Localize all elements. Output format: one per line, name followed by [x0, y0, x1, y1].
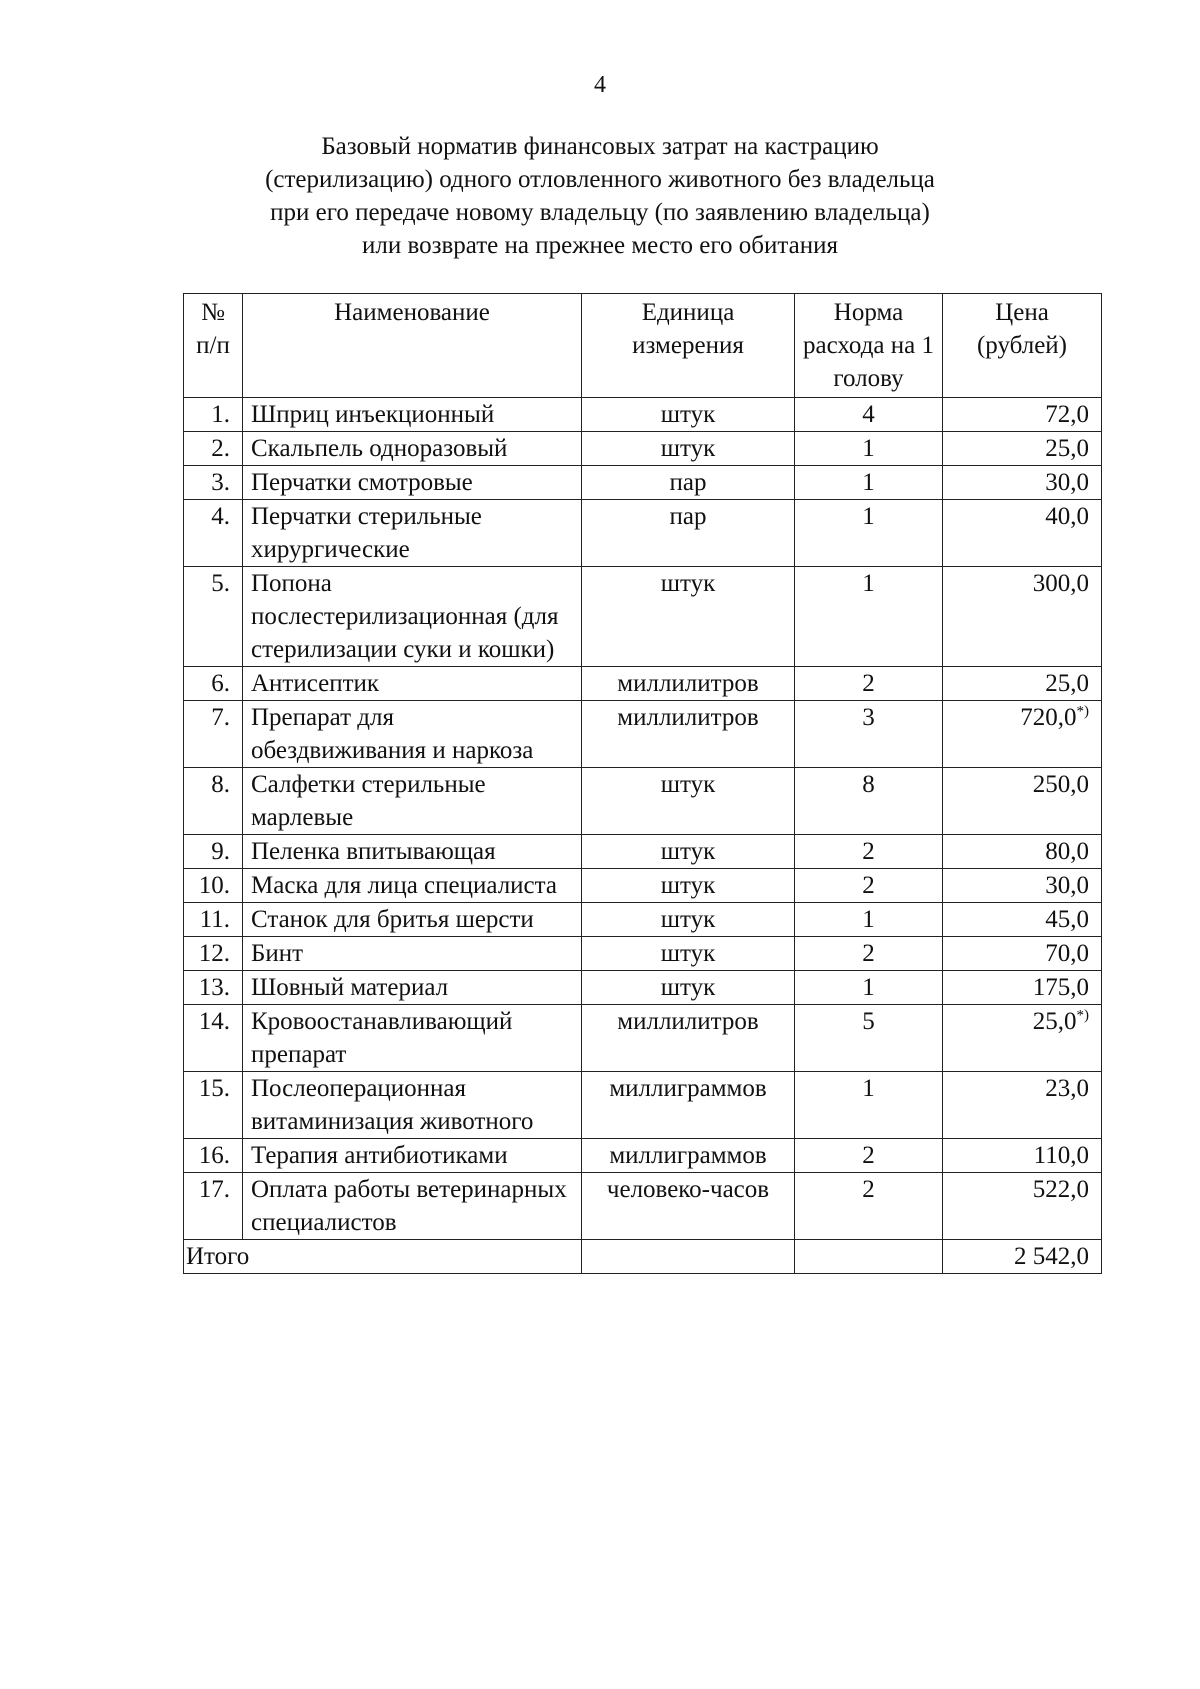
row-price-text: 25,0	[1045, 435, 1089, 462]
row-unit	[582, 903, 795, 937]
row-unit-text: штук	[660, 838, 716, 865]
row-price-text: 175,0	[1032, 974, 1089, 1001]
row-unit	[582, 971, 795, 1005]
row-name-text: Попона послестерилизационная (для стерилизации суки и кошки)	[251, 570, 559, 663]
row-unit-text: миллиграммов	[609, 1142, 767, 1169]
row-norm	[795, 432, 943, 466]
row-name-text: Шовный материал	[251, 974, 449, 1001]
row-name-text: Пеленка впитывающая	[251, 838, 496, 865]
row-norm-text: 2	[862, 1142, 875, 1169]
row-price	[943, 1173, 1102, 1240]
header-unit: Единица измерения	[582, 294, 795, 398]
row-unit	[582, 667, 795, 701]
row-num-text: 6.	[211, 670, 230, 697]
row-norm	[795, 903, 943, 937]
title-line: или возврате на прежнее место его обитания	[362, 232, 838, 259]
row-price-text: 522,0	[1032, 1176, 1089, 1203]
row-name	[243, 1173, 582, 1240]
footnote-mark: *)	[1076, 1007, 1089, 1024]
row-name	[243, 432, 582, 466]
table-row	[184, 398, 1102, 432]
title-line: (стерилизацию) одного отловленного животного без владельца	[265, 166, 935, 193]
row-name	[243, 1072, 582, 1139]
row-price-text: 70,0	[1045, 940, 1089, 967]
row-price	[943, 667, 1102, 701]
row-price-text: 250,0	[1032, 771, 1089, 798]
row-num-text: 16.	[198, 1142, 230, 1169]
row-num-text: 13.	[198, 974, 230, 1001]
row-num	[184, 567, 243, 667]
row-price	[943, 432, 1102, 466]
row-num-text: 4.	[211, 503, 230, 530]
row-unit-text: штук	[660, 570, 716, 597]
row-num	[184, 937, 243, 971]
row-norm	[795, 835, 943, 869]
total-unit-cell	[582, 1240, 795, 1274]
table-row	[184, 567, 1102, 667]
row-num	[184, 869, 243, 903]
table-row	[184, 768, 1102, 835]
row-norm-text: 1	[862, 503, 875, 530]
row-price-text: 110,0	[1033, 1142, 1089, 1169]
row-num-text: 5.	[211, 570, 230, 597]
row-name	[243, 398, 582, 432]
row-num	[184, 1139, 243, 1173]
table-row	[184, 971, 1102, 1005]
row-name-text: Перчатки стерильные хирургические	[251, 503, 482, 563]
row-norm-text: 1	[862, 906, 875, 933]
row-num	[184, 466, 243, 500]
header-num: № п/п	[184, 294, 243, 398]
table-row	[184, 432, 1102, 466]
row-unit-text: миллилитров	[617, 670, 759, 697]
row-norm-text: 1	[862, 1075, 875, 1102]
row-name-text: Бинт	[251, 940, 304, 967]
row-price	[943, 903, 1102, 937]
row-norm-text: 8	[862, 771, 875, 798]
row-norm-text: 2	[862, 670, 875, 697]
row-unit	[582, 500, 795, 567]
row-norm	[795, 466, 943, 500]
row-name-text: Терапия антибиотиками	[251, 1142, 508, 1169]
row-num	[184, 835, 243, 869]
row-num-text: 11.	[199, 906, 230, 933]
table-row	[184, 667, 1102, 701]
row-norm	[795, 768, 943, 835]
row-num-text: 15.	[198, 1075, 230, 1102]
row-num-text: 12.	[198, 940, 230, 967]
row-num-text: 3.	[211, 469, 230, 496]
row-price	[943, 1005, 1102, 1072]
row-unit-text: человеко-часов	[606, 1176, 770, 1203]
row-num-text: 17.	[198, 1176, 230, 1203]
row-price	[943, 466, 1102, 500]
row-name-text: Перчатки смотровые	[251, 469, 473, 496]
row-name-text: Препарат для обездвиживания и наркоза	[251, 704, 534, 764]
row-unit-text: миллилитров	[617, 1008, 759, 1035]
row-num-text: 8.	[211, 771, 230, 798]
row-name-text: Кровоостанавливающий препарат	[251, 1008, 513, 1068]
row-unit	[582, 398, 795, 432]
row-name	[243, 937, 582, 971]
row-norm-text: 2	[862, 872, 875, 899]
total-label: Итого	[184, 1240, 582, 1274]
row-name	[243, 466, 582, 500]
row-unit-text: штук	[660, 940, 716, 967]
row-norm	[795, 869, 943, 903]
table-row	[184, 1072, 1102, 1139]
total-row	[184, 1240, 1102, 1274]
table-row	[184, 903, 1102, 937]
header-price: Цена (рублей)	[943, 294, 1102, 398]
row-num	[184, 1005, 243, 1072]
row-num	[184, 903, 243, 937]
row-price-text: 72,0	[1045, 401, 1089, 428]
row-name-text: Маска для лица специалиста	[251, 872, 557, 899]
row-price	[943, 1072, 1102, 1139]
row-name	[243, 869, 582, 903]
page-number: 4	[594, 72, 606, 98]
row-price-text: 30,0	[1045, 872, 1089, 899]
row-norm-text: 1	[862, 570, 875, 597]
row-norm-text: 1	[862, 435, 875, 462]
row-num	[184, 1173, 243, 1240]
row-norm-text: 2	[862, 1176, 875, 1203]
row-unit-text: пар	[669, 469, 707, 496]
row-unit	[582, 567, 795, 667]
footnote-mark: *)	[1076, 703, 1089, 720]
row-name	[243, 1139, 582, 1173]
cost-norm-table	[183, 293, 1102, 1274]
table-row	[184, 1005, 1102, 1072]
row-price	[943, 971, 1102, 1005]
row-price-text: 25,0	[1045, 670, 1089, 697]
row-price	[943, 567, 1102, 667]
row-name-text: Станок для бритья шерсти	[251, 906, 534, 933]
title-line: при его передаче новому владельцу (по заявлению владельца)	[270, 199, 930, 226]
row-unit	[582, 1005, 795, 1072]
row-name	[243, 667, 582, 701]
row-unit	[582, 1173, 795, 1240]
row-name	[243, 971, 582, 1005]
total-price: 2 542,0	[943, 1240, 1102, 1274]
row-name-text: Оплата работы ветеринарных специалистов	[251, 1176, 567, 1236]
row-num-text: 9.	[211, 838, 230, 865]
row-unit-text: пар	[669, 503, 707, 530]
total-norm-cell	[795, 1240, 943, 1274]
row-unit	[582, 768, 795, 835]
row-norm	[795, 1139, 943, 1173]
table-row	[184, 1139, 1102, 1173]
row-unit-text: штук	[660, 906, 716, 933]
row-price	[943, 869, 1102, 903]
row-price	[943, 701, 1102, 768]
row-price	[943, 835, 1102, 869]
table-row	[184, 701, 1102, 768]
row-num	[184, 701, 243, 768]
row-num	[184, 667, 243, 701]
row-norm	[795, 937, 943, 971]
table-body	[184, 398, 1102, 1240]
row-price	[943, 1139, 1102, 1173]
row-price-text: 30,0	[1045, 469, 1089, 496]
row-num-text: 1.	[211, 401, 230, 428]
row-num	[184, 500, 243, 567]
document-title	[200, 130, 1000, 262]
row-name-text: Антисептик	[251, 670, 380, 697]
row-price-text: 45,0	[1045, 906, 1089, 933]
row-num	[184, 1072, 243, 1139]
row-unit	[582, 466, 795, 500]
table-row	[184, 466, 1102, 500]
row-norm-text: 2	[862, 940, 875, 967]
row-norm	[795, 1005, 943, 1072]
row-name	[243, 500, 582, 567]
row-norm	[795, 567, 943, 667]
row-unit-text: штук	[660, 974, 716, 1001]
row-unit-text: штук	[660, 872, 716, 899]
row-price	[943, 937, 1102, 971]
row-norm	[795, 667, 943, 701]
row-name	[243, 835, 582, 869]
row-unit	[582, 1139, 795, 1173]
row-norm	[795, 701, 943, 768]
row-num	[184, 432, 243, 466]
row-unit-text: штук	[660, 771, 716, 798]
row-num	[184, 768, 243, 835]
table-row	[184, 835, 1102, 869]
row-unit-text: штук	[660, 401, 716, 428]
row-norm	[795, 1072, 943, 1139]
row-name	[243, 701, 582, 768]
row-unit	[582, 701, 795, 768]
row-name	[243, 567, 582, 667]
row-name-text: Скальпель одноразовый	[251, 435, 508, 462]
row-name-text: Салфетки стерильные марлевые	[251, 771, 486, 831]
row-norm-text: 4	[862, 401, 875, 428]
row-name-text: Шприц инъекционный	[251, 401, 495, 428]
row-price-text: 300,0	[1032, 570, 1089, 597]
row-norm	[795, 500, 943, 567]
row-price-text: 40,0	[1045, 503, 1089, 530]
table-row	[184, 869, 1102, 903]
row-num-text: 14.	[198, 1008, 230, 1035]
row-unit	[582, 432, 795, 466]
row-name	[243, 1005, 582, 1072]
row-name	[243, 903, 582, 937]
header-norm: Норма расхода на 1 голову	[795, 294, 943, 398]
row-price	[943, 398, 1102, 432]
row-name-text: Послеоперационная витаминизация животного	[251, 1075, 534, 1135]
row-unit	[582, 937, 795, 971]
table-row	[184, 937, 1102, 971]
row-num-text: 2.	[211, 435, 230, 462]
row-price-text: 23,0	[1045, 1075, 1089, 1102]
row-norm	[795, 398, 943, 432]
row-num	[184, 971, 243, 1005]
row-name	[243, 768, 582, 835]
table-row	[184, 1173, 1102, 1240]
row-unit	[582, 869, 795, 903]
row-price	[943, 768, 1102, 835]
row-unit-text: штук	[660, 435, 716, 462]
row-unit-text: миллилитров	[617, 704, 759, 731]
row-norm-text: 3	[862, 704, 875, 731]
row-unit	[582, 1072, 795, 1139]
table-header-row	[184, 294, 1102, 398]
row-norm-text: 2	[862, 838, 875, 865]
row-price-text: 720,0	[1020, 704, 1077, 731]
table-row	[184, 500, 1102, 567]
row-norm	[795, 971, 943, 1005]
title-line: Базовый норматив финансовых затрат на кастрацию	[321, 133, 879, 160]
row-price-text: 80,0	[1045, 838, 1089, 865]
header-name: Наименование	[243, 294, 582, 398]
row-norm	[795, 1173, 943, 1240]
row-unit	[582, 835, 795, 869]
row-price-text: 25,0	[1032, 1008, 1077, 1035]
row-norm-text: 5	[862, 1008, 875, 1035]
row-norm-text: 1	[862, 974, 875, 1001]
row-unit-text: миллиграммов	[609, 1075, 767, 1102]
row-num	[184, 398, 243, 432]
row-num-text: 10.	[198, 872, 230, 899]
row-num-text: 7.	[211, 704, 230, 731]
row-price	[943, 500, 1102, 567]
row-norm-text: 1	[862, 469, 875, 496]
